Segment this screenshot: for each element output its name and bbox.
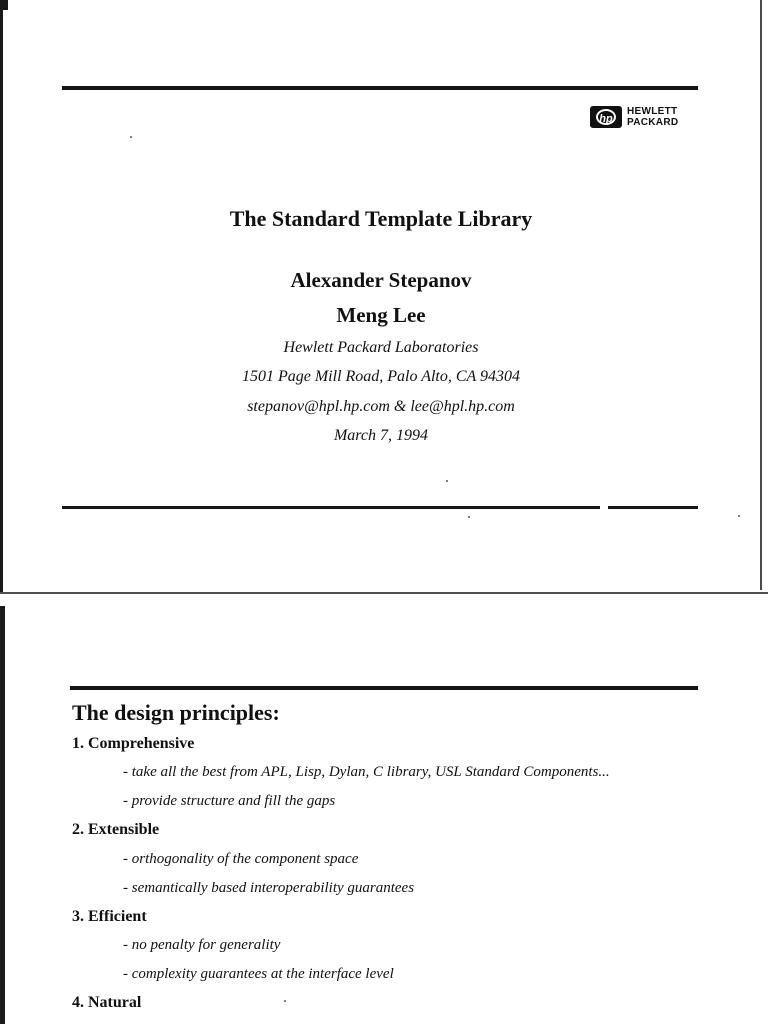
bottom-rule [62, 506, 600, 509]
scan-edge-left [0, 0, 3, 592]
principle-point: - orthogonality of the component space [123, 851, 359, 867]
principle-point: - take all the best from APL, Lisp, Dylan, C library, USL Standard Components... [123, 764, 610, 780]
hp-logo-mark: hp [596, 109, 616, 125]
hp-logo-line2: PACKARD [627, 117, 679, 128]
slide-heading: The design principles: [72, 700, 280, 725]
principle-point: - semantically based interoperability guarantees [123, 880, 415, 896]
scan-speck [468, 516, 470, 518]
principle-label: 4. Natural [72, 994, 142, 1011]
scan-edge-right [760, 0, 762, 590]
hp-logo-wordmark [627, 106, 678, 128]
principle-point: - provide structure and fill the gaps [123, 793, 336, 809]
document-title: The Standard Template Library [229, 206, 533, 231]
top-rule [70, 686, 698, 690]
hp-logo-icon [590, 106, 622, 128]
email-addresses: stepanov@hpl.hp.com & lee@hpl.hp.com [247, 398, 515, 415]
top-rule [62, 86, 698, 90]
principle-point: - complexity guarantees at the interface level [123, 966, 394, 982]
slide-separator [0, 592, 768, 594]
hp-logo [590, 106, 678, 128]
scan-speck [446, 480, 448, 482]
scan-speck [284, 1000, 286, 1002]
hp-logo-line1: HEWLETT [627, 106, 678, 117]
author-name: Meng Lee [336, 303, 426, 327]
principle-point: - no penalty for generality [123, 937, 281, 953]
scan-edge-left-lower [0, 606, 5, 1024]
date: March 7, 1994 [333, 427, 429, 444]
scan-edge-mark [0, 0, 8, 10]
address: 1501 Page Mill Road, Palo Alto, CA 94304 [241, 368, 521, 385]
affiliation: Hewlett Packard Laboratories [283, 339, 479, 356]
bottom-rule-segment [608, 506, 698, 509]
scan-speck [738, 515, 740, 517]
author-name: Alexander Stepanov [290, 268, 472, 292]
principle-label: 1. Comprehensive [72, 735, 195, 752]
principle-label: 2. Extensible [72, 821, 160, 838]
principle-label: 3. Efficient [72, 908, 147, 925]
scan-speck [130, 136, 132, 138]
